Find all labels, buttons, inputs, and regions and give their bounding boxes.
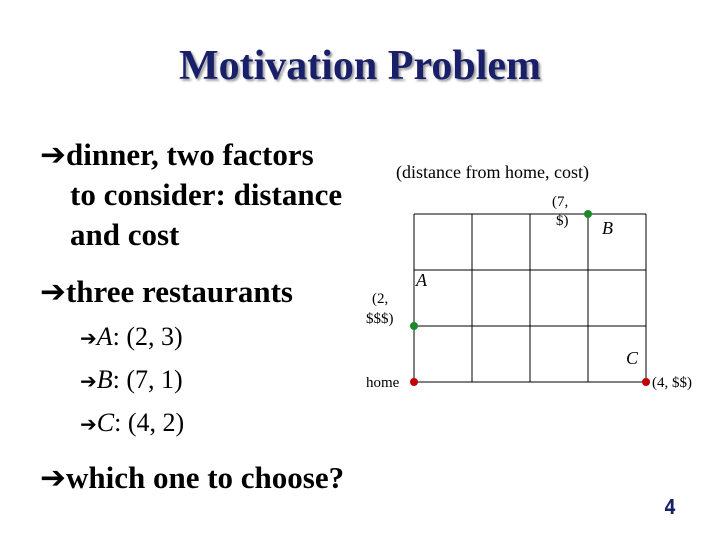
point-a-label: A — [416, 270, 427, 290]
bullet-1-line-3: and cost — [70, 217, 180, 252]
sub-item-b-value: : (7, 1) — [112, 365, 183, 394]
slide-title: Motivation Problem — [178, 43, 541, 89]
arrow-bullet-icon: ➔ — [40, 137, 66, 173]
sub-item-c-value: : (4, 2) — [114, 408, 185, 437]
point-b-coords-line-2: $) — [556, 213, 569, 229]
arrow-bullet-icon: ➔ — [80, 412, 97, 436]
arrow-bullet-icon: ➔ — [40, 460, 66, 496]
bullet-3-text: which one to choose? — [65, 460, 345, 495]
point-c-coords: (4, $$) — [652, 375, 692, 391]
point-a-coords-line-1: (2, — [372, 291, 389, 307]
point-b-label: B — [602, 218, 613, 238]
diagram-caption: (distance from home, cost) — [396, 162, 589, 182]
arrow-bullet-icon: ➔ — [40, 274, 66, 310]
sub-item-a-name: A — [96, 322, 113, 351]
point-a-coords-line-2: $$$) — [366, 311, 394, 327]
page-number: 4 — [664, 495, 677, 519]
sub-item-c-name: C — [96, 408, 115, 437]
bullet-1-line-2: to consider: distance — [70, 177, 343, 212]
grid-lines — [414, 214, 646, 382]
point-a-marker — [410, 322, 418, 330]
arrow-bullet-icon: ➔ — [80, 326, 97, 350]
point-c-marker — [642, 378, 650, 386]
home-marker — [410, 378, 418, 386]
point-b-coords-line-1: (7, — [552, 194, 569, 210]
point-b-marker — [584, 210, 592, 218]
bullet-2-text: three restaurants — [65, 274, 293, 309]
sub-item-a-value: : (2, 3) — [112, 322, 183, 351]
home-label: home — [366, 375, 400, 391]
arrow-bullet-icon: ➔ — [80, 369, 97, 393]
sub-item-b-name: B — [96, 365, 113, 394]
bullet-1-line-1: dinner, two factors — [65, 137, 314, 172]
point-c-label: C — [626, 348, 639, 368]
